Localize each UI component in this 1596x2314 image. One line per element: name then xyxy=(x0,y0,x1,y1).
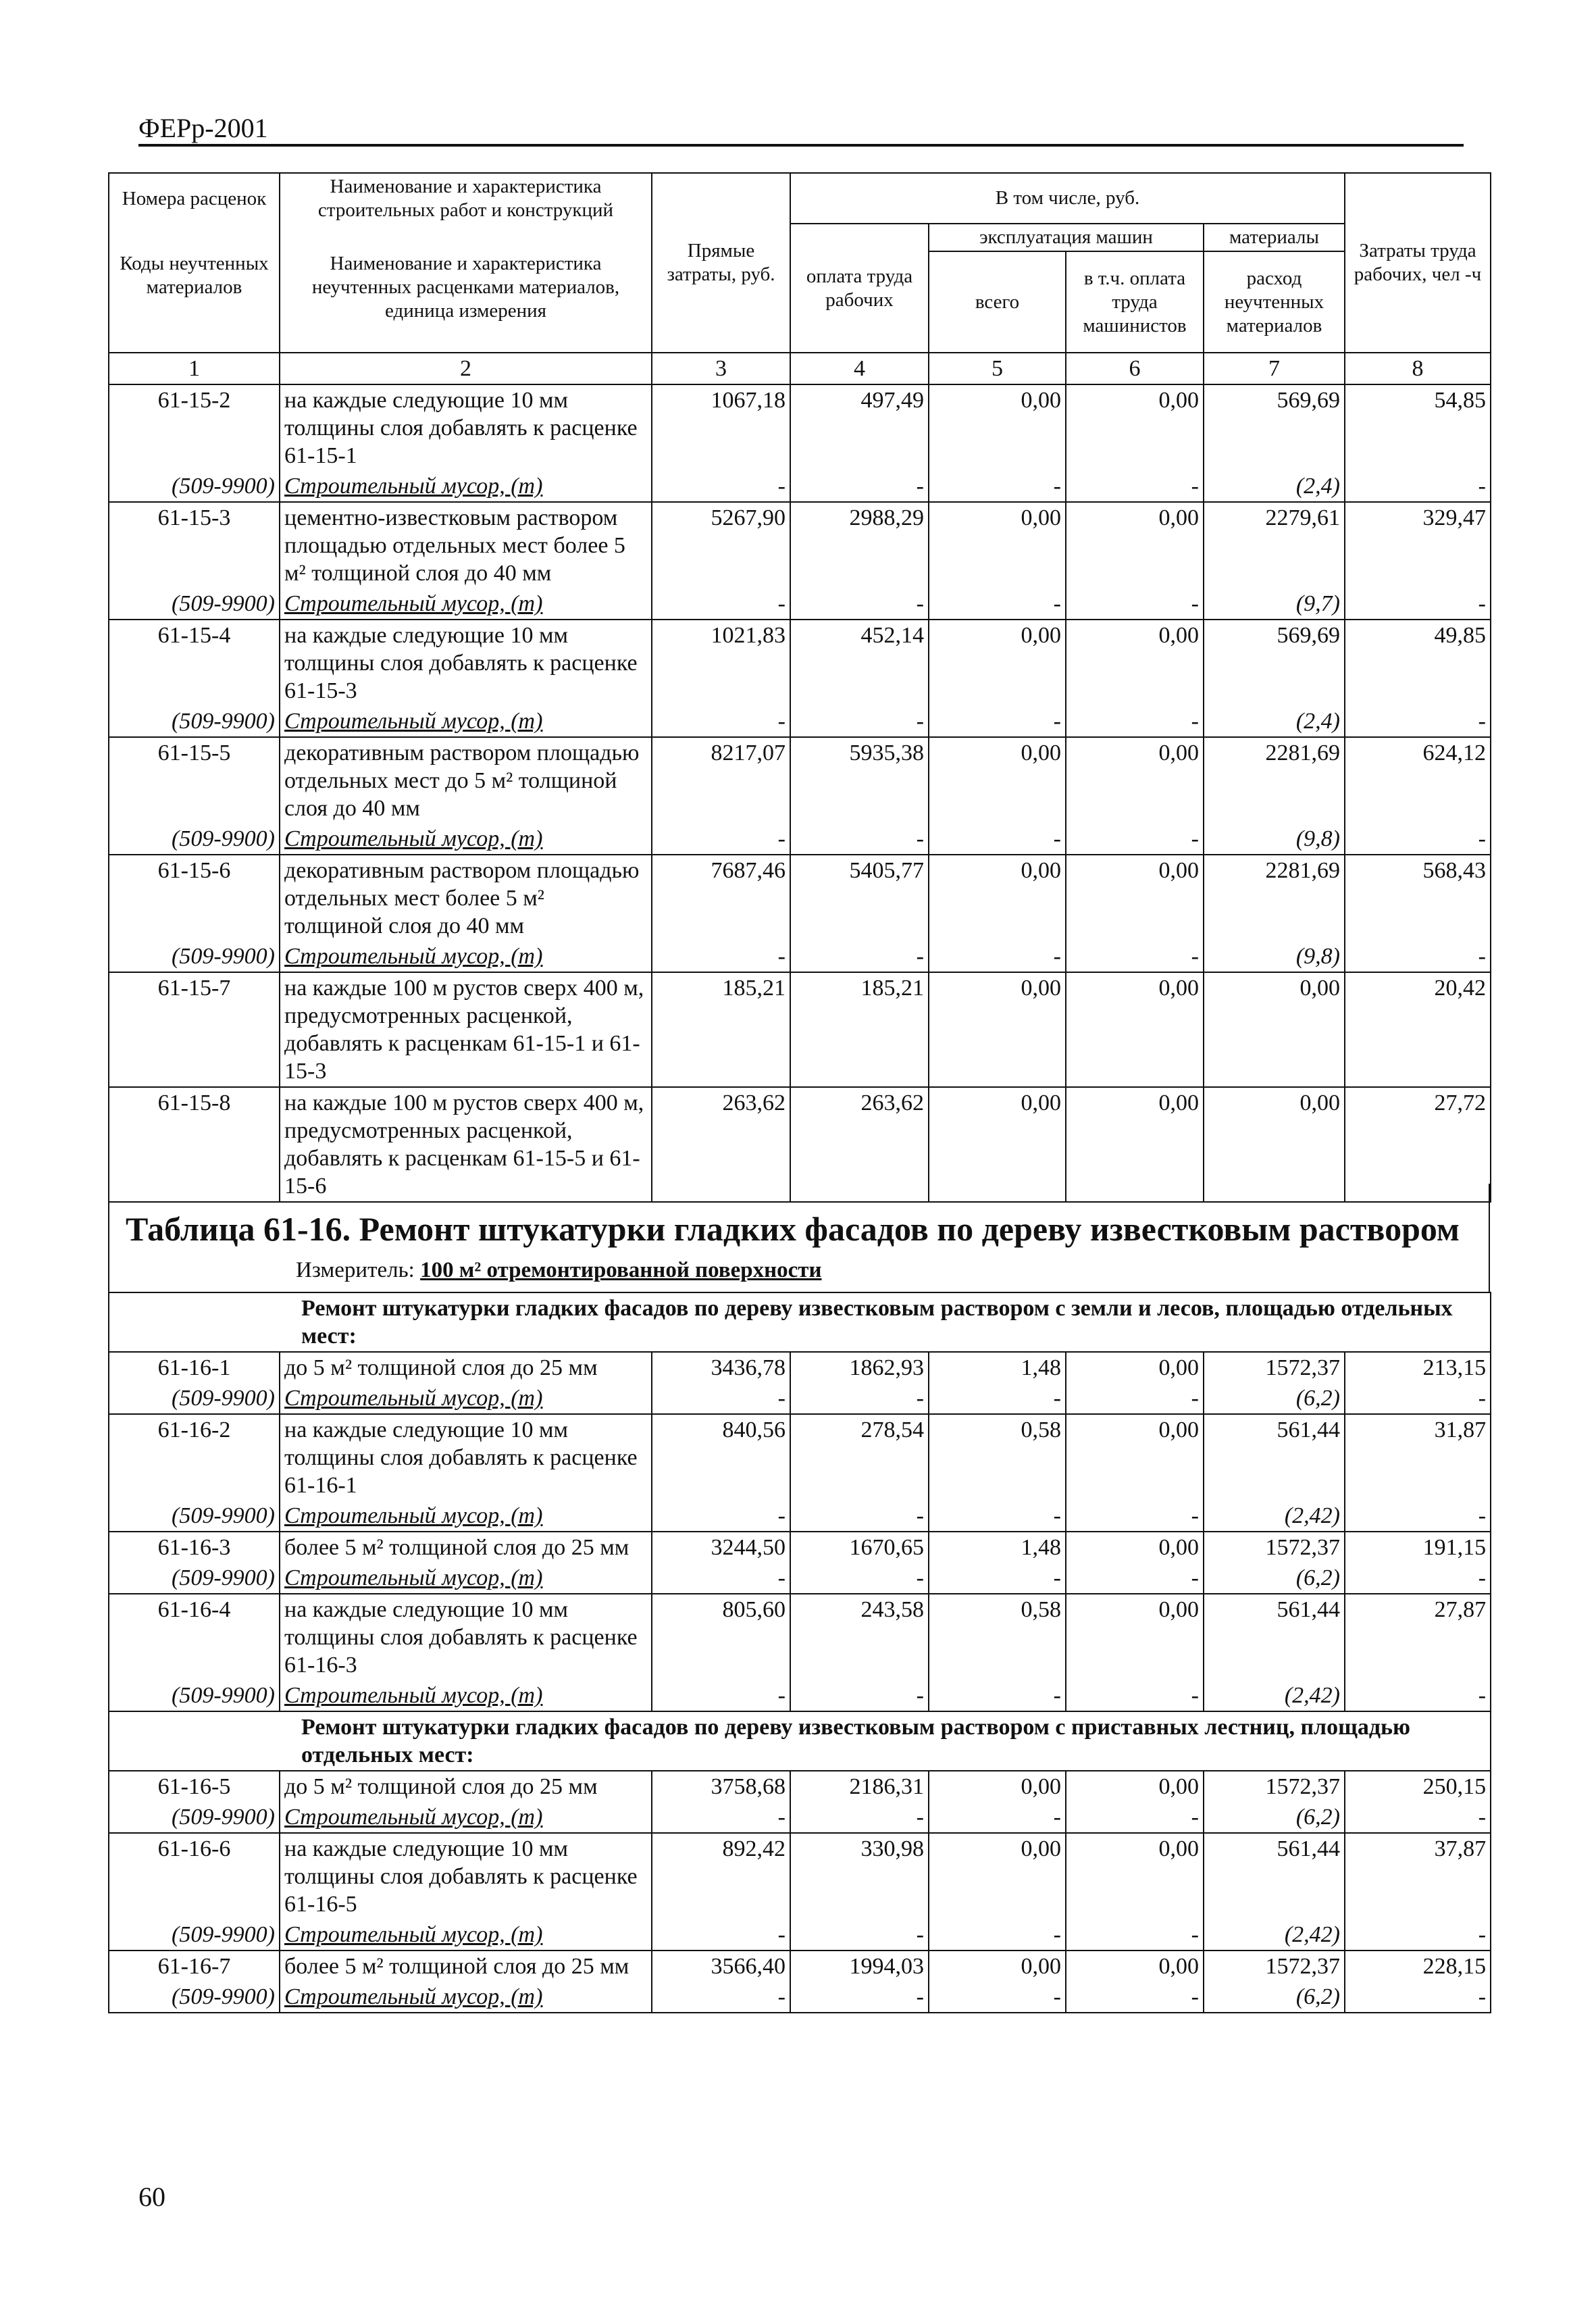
rate-name: на каждые следующие 10 мм толщины слоя добавлять к расценке 61-16-1 xyxy=(280,1414,652,1501)
material-quantity: (6,2) xyxy=(1204,1383,1345,1414)
material-name: Строительный мусор, (т) xyxy=(280,824,652,855)
direct-costs: 7687,46 xyxy=(652,855,790,941)
rate-code: 61-15-7 xyxy=(109,972,280,1087)
column-index: 7 xyxy=(1204,353,1345,384)
column-index: 8 xyxy=(1345,353,1491,384)
direct-costs: 3436,78 xyxy=(652,1352,790,1383)
rate-code: 61-16-7 xyxy=(109,1951,280,1982)
empty-value-dash: - xyxy=(1345,941,1491,972)
direct-costs: 840,56 xyxy=(652,1414,790,1501)
material-quantity: (9,8) xyxy=(1204,941,1345,972)
rate-row xyxy=(109,972,1491,1087)
material-code: (509-9900) xyxy=(109,1982,280,2013)
worker-pay: 1862,93 xyxy=(790,1352,929,1383)
rate-code: 61-15-2 xyxy=(109,384,280,471)
material-code: (509-9900) xyxy=(109,1563,280,1594)
material-name: Строительный мусор, (т) xyxy=(280,706,652,737)
measure-value: 100 м² отремонтированной поверхности xyxy=(420,1258,822,1282)
rate-name: на каждые 100 м рустов сверх 400 м, предусмотренных расценкой, добавлять к расценкам 61-15-5 и 61-15-6 xyxy=(280,1087,652,1202)
empty-value-dash: - xyxy=(790,706,929,737)
section-heading-text: Ремонт штукатурки гладких фасадов по дереву известковым раствором с приставных лестниц, площадью отдельных мест: xyxy=(301,1715,1410,1767)
table-frame-left xyxy=(108,1184,109,1292)
rate-name: более 5 м² толщиной слоя до 25 мм xyxy=(280,1532,652,1563)
empty-value-dash: - xyxy=(790,588,929,620)
empty-value-dash: - xyxy=(790,824,929,855)
rate-name: на каждые следующие 10 мм толщины слоя добавлять к расценке 61-15-1 xyxy=(280,384,652,471)
rate-code: 61-16-1 xyxy=(109,1352,280,1383)
direct-costs: 1021,83 xyxy=(652,620,790,706)
material-row xyxy=(109,1680,1491,1711)
rate-name: на каждые 100 м рустов сверх 400 м, предусмотренных расценкой, добавлять к расценкам 61-15-1 и 61-15-3 xyxy=(280,972,652,1087)
measure-label: Измеритель: xyxy=(296,1258,415,1282)
empty-value-dash: - xyxy=(1066,1501,1204,1532)
rate-code: 61-15-4 xyxy=(109,620,280,706)
empty-value-dash: - xyxy=(1345,588,1491,620)
rate-row xyxy=(109,1771,1491,1802)
material-row xyxy=(109,471,1491,502)
worker-pay: 1670,65 xyxy=(790,1532,929,1563)
material-code: (509-9900) xyxy=(109,471,280,502)
labor-hours: 27,72 xyxy=(1345,1087,1491,1202)
material-quantity: (2,4) xyxy=(1204,706,1345,737)
labor-hours: 37,87 xyxy=(1345,1833,1491,1919)
worker-pay: 497,49 xyxy=(790,384,929,471)
material-quantity: (6,2) xyxy=(1204,1802,1345,1833)
worker-pay: 330,98 xyxy=(790,1833,929,1919)
machinist-pay: 0,00 xyxy=(1066,1951,1204,1982)
worker-pay: 452,14 xyxy=(790,620,929,706)
rate-row xyxy=(109,1414,1491,1501)
empty-value-dash: - xyxy=(652,1680,790,1711)
empty-value-dash: - xyxy=(1345,1982,1491,2013)
empty-value-dash: - xyxy=(1345,1563,1491,1594)
header-machine-exploitation: эксплуатация машин xyxy=(929,224,1204,251)
empty-value-dash: - xyxy=(1066,588,1204,620)
worker-pay: 5405,77 xyxy=(790,855,929,941)
rates-body-61-15 xyxy=(109,384,1491,1202)
material-code: (509-9900) xyxy=(109,941,280,972)
rate-row xyxy=(109,384,1491,471)
rate-name: декоративным раствором площадью отдельных мест более 5 м² толщиной слоя до 40 мм xyxy=(280,855,652,941)
empty-value-dash: - xyxy=(790,1680,929,1711)
machinist-pay: 0,00 xyxy=(1066,384,1204,471)
material-quantity: (2,42) xyxy=(1204,1919,1345,1951)
section-heading xyxy=(109,1711,1491,1771)
machinist-pay: 0,00 xyxy=(1066,1594,1204,1680)
empty-value-dash: - xyxy=(790,1563,929,1594)
labor-hours: 54,85 xyxy=(1345,384,1491,471)
materials-cost: 561,44 xyxy=(1204,1833,1345,1919)
rates-table-61-16 xyxy=(108,1292,1491,2013)
material-quantity: (2,42) xyxy=(1204,1501,1345,1532)
rate-code: 61-16-4 xyxy=(109,1594,280,1680)
empty-value-dash: - xyxy=(1066,471,1204,502)
empty-value-dash: - xyxy=(929,1982,1066,2013)
empty-value-dash: - xyxy=(1066,1802,1204,1833)
material-code: (509-9900) xyxy=(109,824,280,855)
empty-value-dash: - xyxy=(652,1501,790,1532)
machinist-pay: 0,00 xyxy=(1066,1087,1204,1202)
material-code: (509-9900) xyxy=(109,588,280,620)
section-row xyxy=(109,1711,1491,1771)
machines-total: 0,00 xyxy=(929,502,1066,588)
materials-cost: 561,44 xyxy=(1204,1414,1345,1501)
materials-cost: 1572,37 xyxy=(1204,1352,1345,1383)
rate-name: до 5 м² толщиной слоя до 25 мм xyxy=(280,1352,652,1383)
material-name: Строительный мусор, (т) xyxy=(280,1501,652,1532)
machinist-pay: 0,00 xyxy=(1066,1414,1204,1501)
materials-cost: 0,00 xyxy=(1204,1087,1345,1202)
material-quantity: (6,2) xyxy=(1204,1563,1345,1594)
empty-value-dash: - xyxy=(790,1982,929,2013)
worker-pay: 5935,38 xyxy=(790,737,929,824)
rate-row xyxy=(109,620,1491,706)
empty-value-dash: - xyxy=(929,1919,1066,1951)
empty-value-dash: - xyxy=(652,588,790,620)
section-heading-text: Ремонт штукатурки гладких фасадов по дереву известковым раствором с земли и лесов, площадью отдельных мест: xyxy=(301,1296,1453,1349)
material-name: Строительный мусор, (т) xyxy=(280,1563,652,1594)
empty-value-dash: - xyxy=(652,706,790,737)
material-row xyxy=(109,706,1491,737)
rate-code: 61-15-5 xyxy=(109,737,280,824)
material-row xyxy=(109,1383,1491,1414)
rate-name: более 5 м² толщиной слоя до 25 мм xyxy=(280,1951,652,1982)
worker-pay: 1994,03 xyxy=(790,1951,929,1982)
machinist-pay: 0,00 xyxy=(1066,972,1204,1087)
header-rule xyxy=(138,144,1464,147)
rate-row xyxy=(109,1532,1491,1563)
machines-total: 1,48 xyxy=(929,1352,1066,1383)
labor-hours: 329,47 xyxy=(1345,502,1491,588)
empty-value-dash: - xyxy=(929,1501,1066,1532)
material-code: (509-9900) xyxy=(109,1802,280,1833)
machinist-pay: 0,00 xyxy=(1066,1532,1204,1563)
machines-total: 0,00 xyxy=(929,855,1066,941)
header-work-name: Наименование и характеристика строительных работ и конструкций xyxy=(280,173,652,224)
page-number: 60 xyxy=(138,2182,165,2212)
material-quantity: (2,42) xyxy=(1204,1680,1345,1711)
direct-costs: 892,42 xyxy=(652,1833,790,1919)
header-materials: материалы xyxy=(1204,224,1345,251)
material-row xyxy=(109,941,1491,972)
materials-cost: 1572,37 xyxy=(1204,1771,1345,1802)
empty-value-dash: - xyxy=(652,941,790,972)
header-machines-total: всего xyxy=(929,251,1066,353)
materials-cost: 1572,37 xyxy=(1204,1532,1345,1563)
section-row xyxy=(109,1292,1491,1352)
labor-hours: 20,42 xyxy=(1345,972,1491,1087)
materials-cost: 1572,37 xyxy=(1204,1951,1345,1982)
empty-value-dash: - xyxy=(790,1383,929,1414)
direct-costs: 185,21 xyxy=(652,972,790,1087)
material-code: (509-9900) xyxy=(109,706,280,737)
worker-pay: 243,58 xyxy=(790,1594,929,1680)
rate-code: 61-16-2 xyxy=(109,1414,280,1501)
table-61-16-title: Таблица 61-16. Ремонт штукатурки гладких фасадов по дереву известковым раствором xyxy=(126,1210,1460,1248)
empty-value-dash: - xyxy=(1345,1383,1491,1414)
measure-unit xyxy=(296,1258,821,1283)
column-index: 2 xyxy=(280,353,652,384)
empty-value-dash: - xyxy=(1345,471,1491,502)
material-row xyxy=(109,1919,1491,1951)
rate-code: 61-15-8 xyxy=(109,1087,280,1202)
machinist-pay: 0,00 xyxy=(1066,737,1204,824)
worker-pay: 278,54 xyxy=(790,1414,929,1501)
machines-total: 0,00 xyxy=(929,384,1066,471)
rate-name: цементно-известковым раствором площадью отдельных мест более 5 м² толщиной слоя до 40 мм xyxy=(280,502,652,588)
empty-value-dash: - xyxy=(1066,706,1204,737)
machines-total: 1,48 xyxy=(929,1532,1066,1563)
direct-costs: 805,60 xyxy=(652,1594,790,1680)
document-header: ФЕРр-2001 xyxy=(138,113,268,143)
rate-code: 61-16-3 xyxy=(109,1532,280,1563)
empty-value-dash: - xyxy=(790,471,929,502)
header-rate-numbers: Номера расценок xyxy=(109,173,280,224)
material-row xyxy=(109,1802,1491,1833)
empty-value-dash: - xyxy=(929,824,1066,855)
material-code: (509-9900) xyxy=(109,1383,280,1414)
empty-value-dash: - xyxy=(790,1501,929,1532)
empty-value-dash: - xyxy=(1345,1680,1491,1711)
empty-value-dash: - xyxy=(929,588,1066,620)
material-name: Строительный мусор, (т) xyxy=(280,1919,652,1951)
empty-value-dash: - xyxy=(929,706,1066,737)
machines-total: 0,00 xyxy=(929,1087,1066,1202)
header-labor-hours: Затраты труда рабочих, чел -ч xyxy=(1345,173,1491,353)
empty-value-dash: - xyxy=(1066,1680,1204,1711)
machinist-pay: 0,00 xyxy=(1066,502,1204,588)
direct-costs: 263,62 xyxy=(652,1087,790,1202)
rate-name: на каждые следующие 10 мм толщины слоя добавлять к расценке 61-16-5 xyxy=(280,1833,652,1919)
empty-value-dash: - xyxy=(1345,1501,1491,1532)
rate-row xyxy=(109,737,1491,824)
material-row xyxy=(109,1501,1491,1532)
material-name: Строительный мусор, (т) xyxy=(280,1802,652,1833)
machines-total: 0,00 xyxy=(929,972,1066,1087)
machines-total: 0,00 xyxy=(929,1833,1066,1919)
labor-hours: 624,12 xyxy=(1345,737,1491,824)
empty-value-dash: - xyxy=(929,941,1066,972)
worker-pay: 185,21 xyxy=(790,972,929,1087)
header-material-codes: Коды неучтенных материалов xyxy=(109,224,280,353)
machinist-pay: 0,00 xyxy=(1066,1833,1204,1919)
empty-value-dash: - xyxy=(929,1802,1066,1833)
empty-value-dash: - xyxy=(1345,706,1491,737)
column-index: 6 xyxy=(1066,353,1204,384)
direct-costs: 1067,18 xyxy=(652,384,790,471)
worker-pay: 2988,29 xyxy=(790,502,929,588)
empty-value-dash: - xyxy=(1066,941,1204,972)
rate-code: 61-15-3 xyxy=(109,502,280,588)
empty-value-dash: - xyxy=(790,1802,929,1833)
column-index: 4 xyxy=(790,353,929,384)
materials-cost: 0,00 xyxy=(1204,972,1345,1087)
rate-code: 61-16-6 xyxy=(109,1833,280,1919)
column-index: 1 xyxy=(109,353,280,384)
labor-hours: 568,43 xyxy=(1345,855,1491,941)
rate-row xyxy=(109,1833,1491,1919)
header-machinist-pay: в т.ч. оплата труда машинистов xyxy=(1066,251,1204,353)
section-heading xyxy=(109,1292,1491,1352)
rate-code: 61-16-5 xyxy=(109,1771,280,1802)
empty-value-dash: - xyxy=(652,1563,790,1594)
empty-value-dash: - xyxy=(929,1680,1066,1711)
empty-value-dash: - xyxy=(652,824,790,855)
materials-cost: 2281,69 xyxy=(1204,855,1345,941)
machines-total: 0,58 xyxy=(929,1594,1066,1680)
material-name: Строительный мусор, (т) xyxy=(280,1680,652,1711)
rates-body-61-16 xyxy=(109,1292,1491,2013)
direct-costs: 5267,90 xyxy=(652,502,790,588)
labor-hours: 213,15 xyxy=(1345,1352,1491,1383)
empty-value-dash: - xyxy=(790,941,929,972)
column-index: 5 xyxy=(929,353,1066,384)
empty-value-dash: - xyxy=(790,1919,929,1951)
header-worker-pay: оплата труда рабочих xyxy=(790,224,929,353)
worker-pay: 263,62 xyxy=(790,1087,929,1202)
material-code: (509-9900) xyxy=(109,1501,280,1532)
labor-hours: 250,15 xyxy=(1345,1771,1491,1802)
machines-total: 0,00 xyxy=(929,1951,1066,1982)
rate-row xyxy=(109,1951,1491,1982)
direct-costs: 3244,50 xyxy=(652,1532,790,1563)
header-material-names: Наименование и характеристика неучтенных расценками материалов, единица измерения xyxy=(280,224,652,353)
empty-value-dash: - xyxy=(652,1982,790,2013)
empty-value-dash: - xyxy=(652,471,790,502)
empty-value-dash: - xyxy=(1066,824,1204,855)
rate-name: на каждые следующие 10 мм толщины слоя добавлять к расценке 61-16-3 xyxy=(280,1594,652,1680)
empty-value-dash: - xyxy=(1066,1982,1204,2013)
materials-cost: 569,69 xyxy=(1204,384,1345,471)
rate-name: на каждые следующие 10 мм толщины слоя добавлять к расценке 61-15-3 xyxy=(280,620,652,706)
labor-hours: 49,85 xyxy=(1345,620,1491,706)
rate-row xyxy=(109,855,1491,941)
rates-table-61-15 xyxy=(108,172,1491,1203)
material-quantity: (9,7) xyxy=(1204,588,1345,620)
machines-total: 0,00 xyxy=(929,1771,1066,1802)
labor-hours: 191,15 xyxy=(1345,1532,1491,1563)
material-name: Строительный мусор, (т) xyxy=(280,1982,652,2013)
machines-total: 0,00 xyxy=(929,620,1066,706)
worker-pay: 2186,31 xyxy=(790,1771,929,1802)
empty-value-dash: - xyxy=(1345,1919,1491,1951)
material-quantity: (6,2) xyxy=(1204,1982,1345,2013)
material-row xyxy=(109,1982,1491,2013)
empty-value-dash: - xyxy=(652,1919,790,1951)
material-code: (509-9900) xyxy=(109,1680,280,1711)
machinist-pay: 0,00 xyxy=(1066,620,1204,706)
material-quantity: (9,8) xyxy=(1204,824,1345,855)
rate-name: до 5 м² толщиной слоя до 25 мм xyxy=(280,1771,652,1802)
empty-value-dash: - xyxy=(1066,1383,1204,1414)
material-name: Строительный мусор, (т) xyxy=(280,1383,652,1414)
empty-value-dash: - xyxy=(929,1563,1066,1594)
material-name: Строительный мусор, (т) xyxy=(280,471,652,502)
rate-row xyxy=(109,1352,1491,1383)
header-direct-costs: Прямые затраты, руб. xyxy=(652,173,790,353)
column-index: 3 xyxy=(652,353,790,384)
empty-value-dash: - xyxy=(652,1383,790,1414)
material-name: Строительный мусор, (т) xyxy=(280,941,652,972)
empty-value-dash: - xyxy=(1345,824,1491,855)
material-code: (509-9900) xyxy=(109,1919,280,1951)
direct-costs: 3566,40 xyxy=(652,1951,790,1982)
rate-row xyxy=(109,1594,1491,1680)
direct-costs: 3758,68 xyxy=(652,1771,790,1802)
empty-value-dash: - xyxy=(1066,1563,1204,1594)
rate-row xyxy=(109,502,1491,588)
machinist-pay: 0,00 xyxy=(1066,1771,1204,1802)
rate-row xyxy=(109,1087,1491,1202)
labor-hours: 31,87 xyxy=(1345,1414,1491,1501)
materials-cost: 2281,69 xyxy=(1204,737,1345,824)
materials-cost: 561,44 xyxy=(1204,1594,1345,1680)
empty-value-dash: - xyxy=(1066,1919,1204,1951)
machines-total: 0,00 xyxy=(929,737,1066,824)
machinist-pay: 0,00 xyxy=(1066,1352,1204,1383)
machinist-pay: 0,00 xyxy=(1066,855,1204,941)
labor-hours: 228,15 xyxy=(1345,1951,1491,1982)
material-quantity: (2,4) xyxy=(1204,471,1345,502)
labor-hours: 27,87 xyxy=(1345,1594,1491,1680)
materials-cost: 2279,61 xyxy=(1204,502,1345,588)
rate-code: 61-15-6 xyxy=(109,855,280,941)
material-row xyxy=(109,1563,1491,1594)
rate-name: декоративным раствором площадью отдельных мест до 5 м² толщиной слоя до 40 мм xyxy=(280,737,652,824)
header-unaccounted-materials: расход неучтенных материалов xyxy=(1204,251,1345,353)
table-frame-right xyxy=(1489,1184,1490,1292)
header-including: В том числе, руб. xyxy=(790,173,1345,224)
material-name: Строительный мусор, (т) xyxy=(280,588,652,620)
materials-cost: 569,69 xyxy=(1204,620,1345,706)
material-row xyxy=(109,588,1491,620)
empty-value-dash: - xyxy=(929,1383,1066,1414)
direct-costs: 8217,07 xyxy=(652,737,790,824)
empty-value-dash: - xyxy=(929,471,1066,502)
machines-total: 0,58 xyxy=(929,1414,1066,1501)
empty-value-dash: - xyxy=(1345,1802,1491,1833)
empty-value-dash: - xyxy=(652,1802,790,1833)
material-row xyxy=(109,824,1491,855)
